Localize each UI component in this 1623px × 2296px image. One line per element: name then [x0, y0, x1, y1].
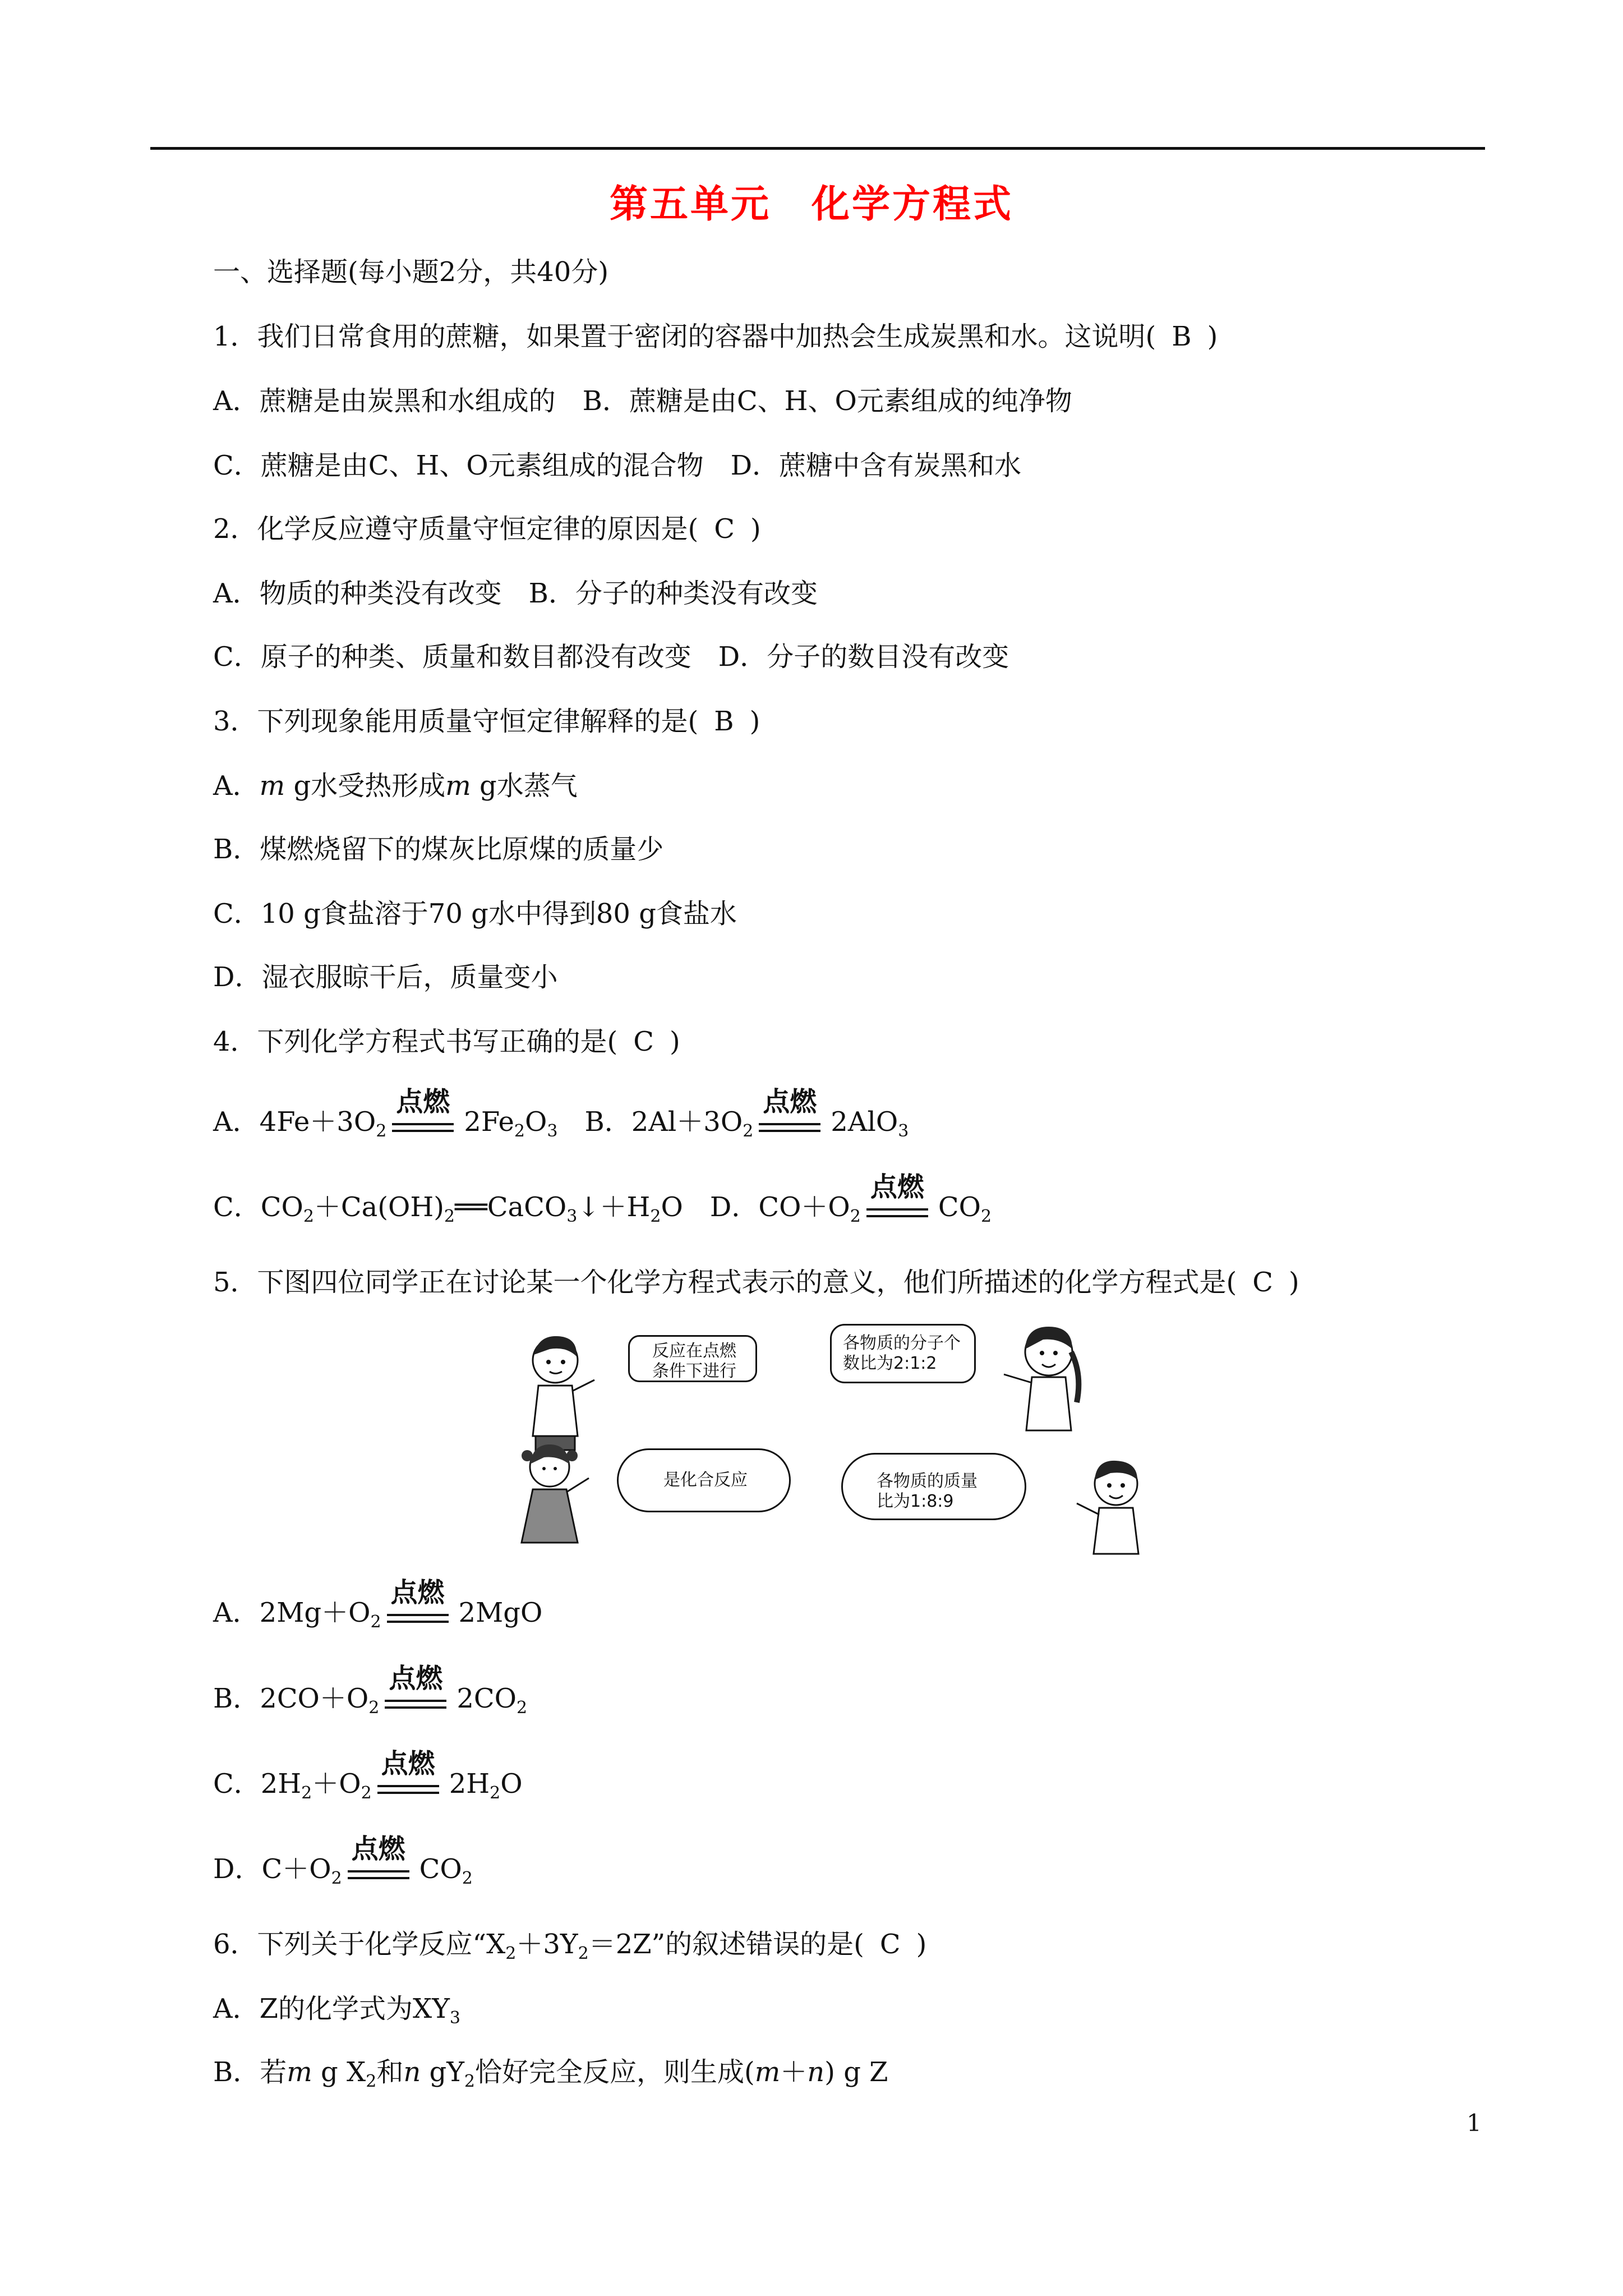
q6-b-pre: B．若: [213, 2056, 287, 2088]
page-number: 1: [1467, 2109, 1482, 2137]
page-title: 第五单元 化学方程式: [609, 182, 1013, 227]
q3-a-var1: m: [259, 770, 285, 802]
q4-option-ab: A．$4Fe+3O_2$ 点燃 $2Fe_2O_3$ B．$2Al+3O_2$ 点燃 2AlO$_3$: [213, 1085, 909, 1141]
q6-b-t1: g X: [312, 2056, 366, 2088]
q3-a-var2: m: [445, 770, 471, 802]
q6-a-sub: 3: [449, 2008, 460, 2028]
q6-option-b: [213, 2055, 888, 2099]
reaction-arrow: [392, 1085, 454, 1141]
q6-option-a: [213, 1992, 460, 2035]
question-6: [213, 1927, 926, 1971]
q1-stem: 1．我们日常食用的蔗糖，如果置于密闭的容器中加热会生成炭黑和水。这说明(: [213, 321, 1156, 352]
q6-answer: C: [879, 1929, 901, 1960]
condition-label: 点燃: [390, 1576, 445, 1608]
q2-stem: 2．化学反应遵守质量守恒定律的原因是(: [213, 513, 699, 545]
speech-bubble-condition: [628, 1335, 757, 1382]
q3-a-mid: g水受热形成: [285, 770, 446, 802]
q4-close: ): [670, 1026, 680, 1057]
q5-option-b: B．$2CO+O_2$ 点燃 $2CO_2$: [213, 1662, 528, 1718]
bubble1-line2: 条件下进行: [652, 1361, 736, 1381]
boy-figure-icon: [516, 1329, 600, 1453]
reaction-arrow: [377, 1747, 439, 1803]
q6-b-t5: ) g Z: [824, 2056, 888, 2088]
q6-stem-post: ＝2Z”的叙述错误的是(: [588, 1929, 864, 1960]
question-2: [213, 512, 761, 546]
reaction-arrow: [385, 1662, 446, 1718]
condition-label: 点燃: [381, 1747, 435, 1779]
question-5: [213, 1266, 1299, 1299]
q3-answer: B: [714, 706, 734, 737]
section-heading: 一、选择题(每小题2分，共40分): [213, 256, 609, 288]
reaction-arrow: [759, 1085, 820, 1141]
speech-bubble-molecule-ratio: [830, 1324, 976, 1383]
discussion-illustration: [516, 1318, 1166, 1559]
q4-stem: 4．下列化学方程式书写正确的是(: [213, 1026, 618, 1057]
q6-b-s2: 2: [464, 2072, 476, 2091]
q3-option-c: C．10 g食盐溶于70 g水中得到80 g食盐水: [213, 898, 737, 930]
q3-option-d: D．湿衣服晾干后，质量变小: [213, 961, 558, 993]
bubble2-line1: 各物质的分子个: [843, 1333, 961, 1353]
q4-option-cd: C．$CO_2+Ca(OH)_2══CaCO_3↓+H_2O$ D．$CO+O_2$ 点燃 $CO_2$: [213, 1171, 992, 1226]
q3-option-b: B．煤燃烧留下的煤灰比原煤的质量少: [213, 834, 664, 865]
q6-sub1: 2: [505, 1944, 517, 1963]
bubble4-line2: 比为1:8:9: [877, 1492, 954, 1511]
question-3: [213, 705, 760, 738]
q6-b-n: n: [403, 2056, 421, 2088]
q6-b-t3: gY: [421, 2056, 464, 2088]
condition-label: 点燃: [351, 1833, 405, 1865]
small-girl-figure-icon: [516, 1436, 600, 1554]
reaction-arrow: [348, 1833, 409, 1888]
q2-option-ab: A．物质的种类没有改变 B．分子的种类没有改变: [213, 578, 818, 609]
q1-option-ab: A．蔗糖是由炭黑和水组成的 B．蔗糖是由C、H、O元素组成的纯净物: [213, 385, 1072, 417]
q5-stem: 5．下图四位同学正在讨论某一个化学方程式表示的意义，他们所描述的化学方程式是(: [213, 1267, 1237, 1298]
q6-close: ): [916, 1929, 927, 1960]
q6-b-t4: 恰好完全反应，则生成(: [475, 2056, 755, 2088]
bubble2-line2: 数比为2:1:2: [843, 1354, 937, 1373]
q3-a-post: g水蒸气: [471, 770, 578, 802]
question-4: [213, 1025, 680, 1059]
q3-a-label: A．: [213, 770, 260, 802]
q6-a-text: A．Z的化学式为XY: [213, 1993, 450, 2024]
q3-option-a: [213, 769, 578, 803]
q5-option-c: C．$2H_2+O_2$ 点燃 $2H_2O$: [213, 1747, 523, 1803]
condition-label: 点燃: [396, 1085, 450, 1117]
reaction-arrow: [387, 1576, 449, 1632]
q5-option-d: D．$C+O_2$ 点燃 $CO_2$: [213, 1833, 473, 1888]
top-rule: [150, 147, 1485, 150]
condition-label: 点燃: [763, 1085, 817, 1117]
reaction-arrow: [866, 1171, 928, 1226]
q6-stem-mid: ＋3Y: [516, 1929, 578, 1960]
q2-answer: C: [714, 513, 735, 545]
girl-figure-icon: [993, 1318, 1099, 1442]
q1-option-cd: C．蔗糖是由C、H、O元素组成的混合物 D．蔗糖中含有炭黑和水: [213, 450, 1022, 481]
q1-close: ): [1207, 321, 1218, 352]
question-1: [213, 320, 1218, 353]
thought-bubble-mass-ratio: [841, 1453, 1026, 1520]
q6-sub2: 2: [578, 1944, 589, 1963]
q6-b-m2: m: [754, 2056, 781, 2088]
q6-b-m: m: [287, 2056, 312, 2088]
condition-label: 点燃: [389, 1662, 443, 1694]
q5-option-a: A．$2Mg+O_2$ 点燃 2MgO: [213, 1576, 543, 1632]
q6-b-t2: 和: [376, 2056, 404, 2088]
thought-bubble-combination: 是化合反应: [617, 1448, 791, 1512]
q3-close: ): [749, 706, 760, 737]
condition-label: 点燃: [870, 1171, 924, 1203]
q2-close: ): [750, 513, 761, 545]
bubble4-line1: 各物质的质量: [877, 1471, 978, 1491]
q5-answer: C: [1252, 1267, 1274, 1298]
q2-option-cd: C．原子的种类、质量和数目都没有改变 D．分子的数目没有改变: [213, 641, 1009, 673]
bubble1-line1: 反应在点燃: [652, 1341, 736, 1361]
q6-b-n2: n: [807, 2056, 825, 2088]
q5-close: ): [1289, 1267, 1299, 1298]
small-boy-figure-icon: [1071, 1453, 1155, 1559]
q6-b-s1: 2: [366, 2072, 377, 2091]
q6-b-plus: ＋: [780, 2056, 808, 2088]
q3-stem: 3．下列现象能用质量守恒定律解释的是(: [213, 706, 699, 737]
q6-stem-pre: 6．下列关于化学反应“X: [213, 1929, 506, 1960]
q1-answer: B: [1172, 321, 1192, 352]
q4-answer: C: [633, 1026, 654, 1057]
